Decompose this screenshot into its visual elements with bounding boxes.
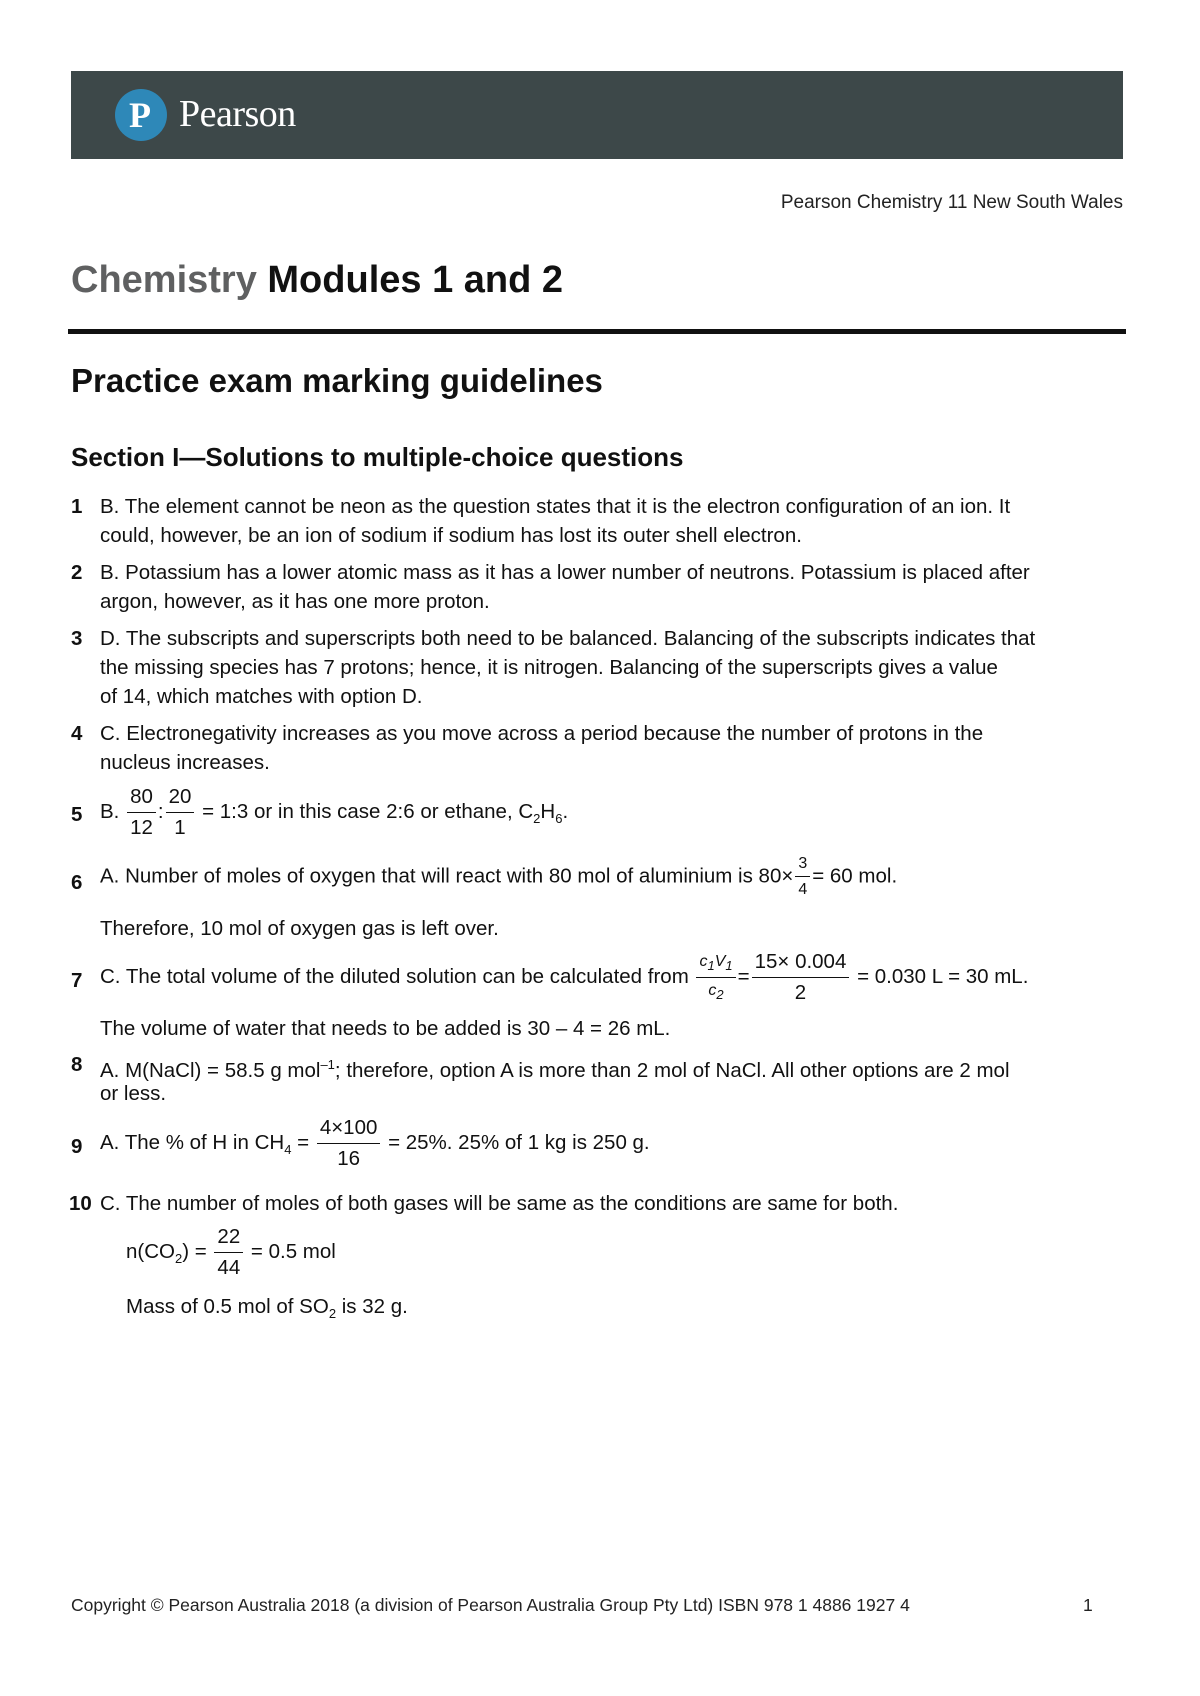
dilution-fraction: [696, 954, 735, 1000]
question-number: 8: [71, 1053, 83, 1076]
answer-text: A. Number of moles of oxygen that will react with 80 mol of aluminium is: [100, 864, 759, 888]
answer-line: C. Electronegativity increases as you move across a period because the number of protons in the: [100, 722, 984, 745]
answer-line: [100, 952, 1028, 1003]
answer-line: the missing species has 7 protons; hence, it is nitrogen. Balancing of the superscripts gives a value: [100, 656, 998, 679]
fraction-numerator: 4×100: [317, 1118, 381, 1144]
fraction-denominator: 16: [337, 1146, 360, 1170]
answer-text: C. The total volume of the diluted solution can be calculated from: [100, 964, 695, 988]
answer-text: Mass of 0.5 mol of SO: [126, 1295, 329, 1318]
page-title: [71, 254, 563, 306]
expression: 80×: [758, 864, 794, 888]
footer-copyright: Copyright © Pearson Australia 2018 (a division of Pearson Australia Group Pty Ltd) ISBN 978 1 4886 1927 4: [71, 1595, 910, 1615]
title-rule: [68, 329, 1126, 334]
answer-line: [126, 1292, 408, 1328]
answer-line: [100, 856, 897, 898]
answer-text: = 1:3 or in this case 2:6 or ethane, C: [196, 799, 534, 823]
equals-sign: =: [737, 964, 750, 988]
fraction-denominator: 2: [794, 980, 807, 1004]
fraction: [127, 787, 156, 838]
question-number: 7: [71, 969, 83, 992]
fraction: [795, 856, 810, 898]
answer-line: C. The number of moles of both gases will be same as the conditions are same for both.: [100, 1192, 899, 1215]
fraction-denominator: 12: [130, 815, 153, 839]
fraction-numerator: 3: [795, 856, 810, 877]
answer-prefix: B.: [100, 799, 120, 823]
title-rest: Modules 1 and 2: [256, 259, 564, 301]
answer-line: [126, 1227, 336, 1278]
answer-text: ) =: [182, 1239, 213, 1263]
fraction: [317, 1118, 381, 1169]
answer-line: The volume of water that needs to be added is 30 – 4 = 26 mL.: [100, 1017, 671, 1040]
answer-text: = 0.5 mol: [245, 1239, 336, 1263]
subscript: 2: [533, 811, 541, 827]
subscript: 4: [284, 1142, 292, 1158]
question-5: [71, 787, 1129, 843]
pearson-logo-icon: [115, 86, 167, 144]
subscript: 6: [555, 811, 563, 827]
fraction-numerator: 80: [127, 787, 156, 813]
fraction-denominator: 44: [217, 1255, 241, 1279]
variable-c: c: [708, 981, 717, 999]
answer-line: Therefore, 10 mol of oxygen gas is left over.: [100, 917, 499, 940]
answer-line: D. The subscripts and superscripts both need to be balanced. Balancing of the subscripts indicates that: [100, 627, 1036, 650]
answer-line: argon, however, as it has one more proton.: [100, 590, 490, 613]
answer-line: or less.: [100, 1082, 167, 1105]
fraction-denominator: 1: [174, 815, 186, 839]
pearson-banner: [71, 71, 1123, 159]
answer-text: n(CO: [126, 1239, 175, 1263]
answer-line: [100, 1118, 650, 1169]
fraction-numerator: 15× 0.004: [752, 952, 850, 978]
answer-text: =: [291, 1130, 315, 1154]
expression: = 60 mol: [812, 864, 892, 888]
answer-text: A. M(NaCl) = 58.5 g mol: [100, 1058, 321, 1082]
subscript: 1: [725, 958, 733, 974]
subscript: 1: [707, 958, 715, 974]
fraction-denominator: 4: [798, 881, 808, 898]
title-subject: Chemistry: [71, 259, 257, 301]
answer-line: [100, 787, 568, 838]
subscript: 2: [174, 1251, 183, 1267]
fraction-numerator: 22: [214, 1227, 243, 1253]
question-number: 1: [71, 495, 83, 518]
fraction-denominator: [696, 978, 735, 1001]
answer-text: .: [562, 799, 569, 823]
fraction: [752, 952, 850, 1003]
answer-text: is 32 g.: [336, 1295, 408, 1318]
answer-text: .: [891, 864, 898, 888]
answer-line: nucleus increases.: [100, 751, 270, 774]
answer-line: of 14, which matches with option D.: [100, 685, 423, 708]
answer-text: = 25%. 25% of 1 kg is 250 g.: [382, 1130, 650, 1154]
answer-line: B. Potassium has a lower atomic mass as it has a lower number of neutrons. Potassium is placed after: [100, 561, 1030, 584]
question-number: 3: [71, 627, 83, 650]
logo-letter: P: [129, 95, 151, 135]
question-number: 2: [71, 561, 83, 584]
page-number: 1: [1083, 1595, 1093, 1615]
ratio-separator: :: [157, 799, 164, 823]
subscript: 2: [716, 986, 724, 1002]
fraction: [166, 787, 195, 838]
question-number: 9: [71, 1135, 83, 1158]
pearson-wordmark: Pearson: [179, 93, 296, 135]
question-number: 4: [71, 722, 83, 745]
fraction: [214, 1227, 243, 1278]
document-heading: Practice exam marking guidelines: [71, 362, 603, 399]
question-number: 6: [71, 871, 83, 894]
subscript: 2: [328, 1306, 337, 1322]
answer-text: H: [540, 799, 556, 823]
answer-text: = 0.030 L = 30 mL.: [851, 964, 1029, 988]
section-heading: Section I—Solutions to multiple-choice questions: [71, 442, 684, 472]
fraction-numerator: [696, 954, 735, 977]
question-number: 10: [69, 1192, 92, 1215]
fraction-numerator: 20: [166, 787, 195, 813]
question-number: 5: [71, 803, 83, 826]
answer-line: could, however, be an ion of sodium if sodium has lost its outer shell electron.: [100, 524, 802, 547]
answer-text: ; therefore, option A is more than 2 mol of NaCl. All other options are 2 mol: [334, 1058, 1010, 1082]
answer-text: A. The % of H in CH: [100, 1130, 285, 1154]
answer-line: [100, 1050, 1010, 1085]
answer-line: B. The element cannot be neon as the question states that it is the electron configuration of an ion. It: [100, 495, 1011, 518]
variable-v: V: [714, 953, 726, 971]
variable-c: c: [699, 953, 708, 971]
book-reference: Pearson Chemistry 11 New South Wales: [780, 192, 1123, 213]
superscript: –1: [320, 1057, 335, 1072]
